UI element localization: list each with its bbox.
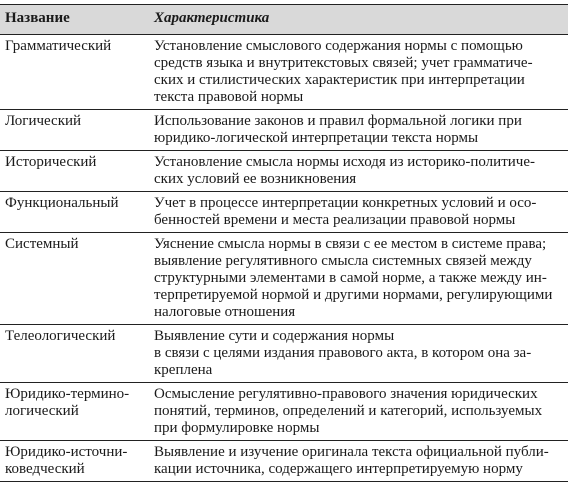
method-name-cell (0, 35, 143, 110)
method-name-line: Телеологический (5, 328, 116, 344)
characteristic-line: средств языка и внутритекстовых связей; учет грамматиче- (154, 55, 533, 71)
method-name-line: Исторический (5, 154, 97, 170)
method-name-line: Системный (5, 236, 79, 252)
method-name-cell (0, 151, 143, 192)
characteristic-line: структурными элементами в самой норме, а также между ин- (154, 270, 547, 286)
method-name-line: Грамматический (5, 38, 112, 54)
method-name-cell (0, 383, 143, 441)
table-row (0, 35, 568, 110)
method-name-cell (0, 192, 143, 233)
characteristic-line: Учет в процессе интерпретации конкретных условий и осо- (154, 195, 537, 211)
method-name-cell (0, 233, 143, 325)
method-characteristic-cell (143, 35, 568, 110)
characteristic-line: понятий, терминов, определений и категорий, используемых (154, 403, 543, 419)
characteristic-line: юридико-логической интерпретации текста нормы (154, 130, 479, 146)
method-characteristic-cell (143, 233, 568, 325)
characteristic-line: текста правовой нормы (154, 89, 304, 105)
interpretation-methods-table (0, 4, 568, 482)
characteristic-line: в связи с целями издания правового акта, в котором она за- (154, 345, 532, 361)
method-characteristic-cell (143, 192, 568, 233)
method-name-line: Юридико-источни- (5, 444, 128, 460)
table-row (0, 325, 568, 383)
characteristic-line: Уяснение смысла нормы в связи с ее местом в системе права; (154, 236, 547, 252)
method-characteristic-cell (143, 383, 568, 441)
characteristic-line: Установление смыслового содержания нормы с помощью (154, 38, 523, 54)
characteristic-line: Выявление и изучение оригинала текста официальной публи- (154, 444, 549, 460)
method-characteristic-cell (143, 110, 568, 151)
table-row (0, 110, 568, 151)
characteristic-line: ских и стилистических характеристик при интерпретации (154, 72, 525, 88)
characteristic-line: выявление регулятивного смысла системных связей между (154, 253, 532, 269)
characteristic-line: бенностей времени и места реализации правовой нормы (154, 212, 516, 228)
header-characteristic: Характеристика (143, 5, 568, 35)
table-body (0, 35, 568, 482)
characteristic-line: ских условий ее возникновения (154, 171, 357, 187)
table-row (0, 441, 568, 482)
method-name-line: Функциональный (5, 195, 119, 211)
method-name-cell (0, 441, 143, 482)
method-characteristic-cell (143, 325, 568, 383)
characteristic-line: креплена (154, 362, 213, 378)
method-name-line: Логический (5, 113, 82, 129)
table-row (0, 233, 568, 325)
characteristic-line: налоговые отношения (154, 304, 296, 320)
method-name-line: логический (5, 403, 79, 419)
characteristic-line: Выявление сути и содержания нормы (154, 328, 395, 344)
characteristic-line: кации источника, содержащего интерпретируемую норму (154, 461, 523, 477)
characteristic-line: Использование законов и правил формальной логики при (154, 113, 522, 129)
header-name: Название (0, 5, 143, 35)
table-row (0, 192, 568, 233)
characteristic-line: Установление смысла нормы исходя из историко-политиче- (154, 154, 535, 170)
characteristic-line: Осмысление регулятивно-правового значения юридических (154, 386, 538, 402)
table-row (0, 151, 568, 192)
method-name-cell (0, 110, 143, 151)
table-header-row (0, 5, 568, 35)
method-name-line: Юридико-термино- (5, 386, 130, 402)
method-characteristic-cell (143, 441, 568, 482)
table-row (0, 383, 568, 441)
method-characteristic-cell (143, 151, 568, 192)
characteristic-line: при формулировке нормы (154, 420, 320, 436)
method-name-line: коведческий (5, 461, 85, 477)
characteristic-line: терпретируемой нормой и другими нормами, регулирующими (154, 287, 553, 303)
method-name-cell (0, 325, 143, 383)
